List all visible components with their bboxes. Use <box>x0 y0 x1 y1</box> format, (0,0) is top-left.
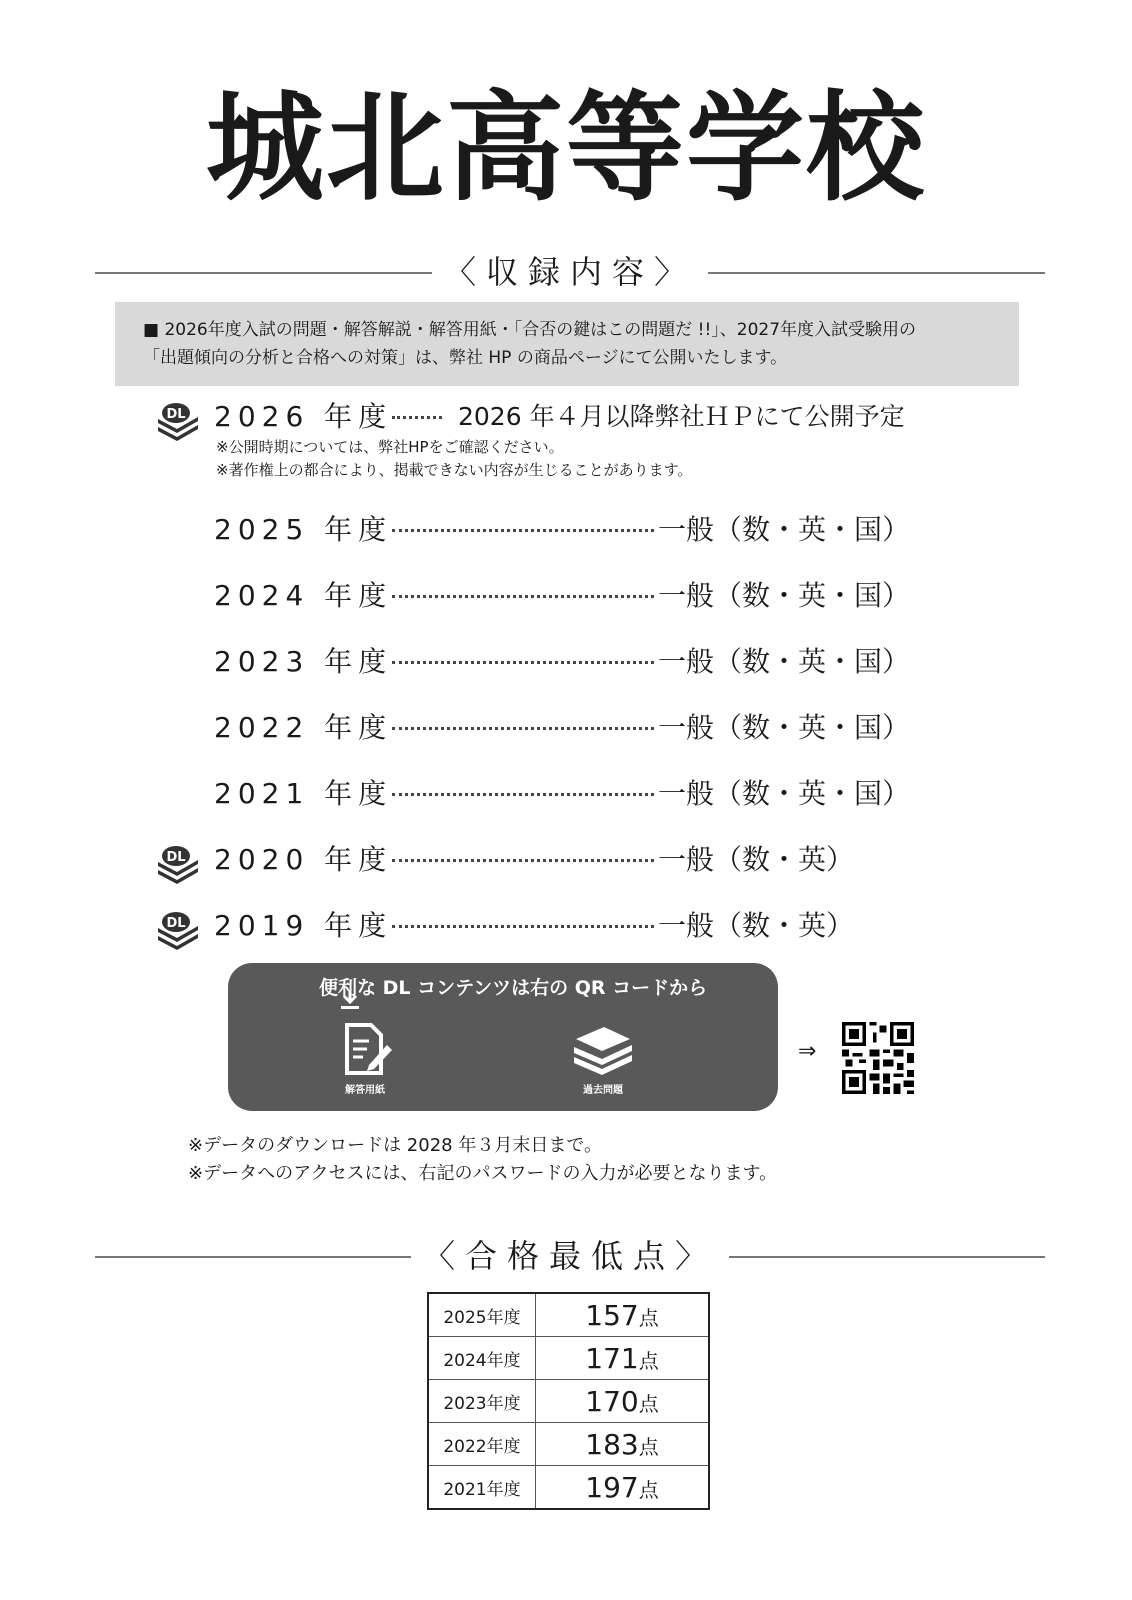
dot-leader <box>392 529 654 532</box>
download-book-icon <box>152 840 202 884</box>
year-label: 2019 年度 <box>214 909 393 942</box>
subjects-label: 一般（数・英・国） <box>658 645 911 678</box>
contents-row-2024 <box>152 576 952 616</box>
year-label: 2023 年度 <box>214 645 393 678</box>
past-exams-caption: 過去問題 <box>583 1085 623 1096</box>
contents-row-2023 <box>152 642 952 682</box>
note-copyright: ※著作権上の都合により、掲載できない内容が生じることがあります。 <box>216 461 693 479</box>
dot-leader <box>392 727 654 730</box>
score-cell <box>536 1293 710 1337</box>
download-book-icon <box>152 397 202 441</box>
dot-leader <box>392 859 654 862</box>
dot-leader <box>392 793 654 796</box>
qr-code-icon[interactable] <box>842 1022 914 1094</box>
score-value: 157 <box>585 1298 639 1332</box>
notice-line-2: 「出題傾向の分析と合格への対策」は、弊社 HP の商品ページにて公開いたします。 <box>143 348 788 368</box>
subjects-label: 一般（数・英・国） <box>658 513 911 546</box>
year-label: 2024 年度 <box>214 579 393 612</box>
subjects-label: 一般（数・英） <box>658 909 855 942</box>
answer-sheet-caption: 解答用紙 <box>345 1085 385 1096</box>
year-label: 2025 年度 <box>214 513 393 546</box>
score-value: 183 <box>585 1427 639 1461</box>
download-book-icon <box>152 906 202 950</box>
score-unit: 点 <box>638 1391 659 1416</box>
min-score-table <box>427 1292 710 1510</box>
score-unit: 点 <box>638 1434 659 1459</box>
arrow-to-qr: ⇒ <box>798 1039 817 1064</box>
dot-leader <box>392 925 654 928</box>
answer-sheet-icon <box>335 1019 395 1079</box>
score-cell <box>536 1466 710 1510</box>
dl-icon-label: DL <box>166 850 186 865</box>
school-title: 城北高等学校 <box>205 79 926 217</box>
scores-section-label: 〈合格最低点〉 <box>411 1234 729 1278</box>
table-row <box>428 1380 709 1423</box>
dot-leader <box>392 416 442 419</box>
score-unit: 点 <box>638 1477 659 1502</box>
score-year: 2021年度 <box>428 1466 536 1510</box>
contents-section-label: 〈収録内容〉 <box>432 250 708 294</box>
table-row <box>428 1423 709 1466</box>
dot-leader <box>392 661 654 664</box>
contents-row-2021 <box>152 774 952 814</box>
score-unit: 点 <box>638 1305 659 1330</box>
score-year: 2023年度 <box>428 1380 536 1423</box>
year-label: 2021 年度 <box>214 777 393 810</box>
publication-schedule: 2026 年４月以降弊社ＨＰにて公開予定 <box>458 402 905 431</box>
contents-row-2022 <box>152 708 952 748</box>
score-year: 2024年度 <box>428 1337 536 1380</box>
notice-line-1: ■ 2026年度入試の問題・解答解説・解答用紙・「合否の鍵はこの問題だ !!」、2027年度入試受験用の <box>143 320 917 340</box>
score-cell <box>536 1423 710 1466</box>
dl-icon-label: DL <box>166 916 186 931</box>
password-note: ※データへのアクセスには、右記のパスワードの入力が必要となります。 <box>188 1163 778 1184</box>
contents-row-2019 <box>152 906 952 946</box>
year-label: 2022 年度 <box>214 711 393 744</box>
score-cell <box>536 1337 710 1380</box>
dl-box-header-text: 便利な DL コンテンツは右の QR コードから <box>319 977 708 999</box>
contents-section-header <box>95 250 1045 294</box>
subjects-label: 一般（数・英・国） <box>658 711 911 744</box>
dl-icon-label: DL <box>166 407 186 422</box>
note-publication-timing: ※公開時期については、弊社HPをご確認ください。 <box>216 438 564 456</box>
contents-row-2025 <box>152 510 952 550</box>
download-deadline-note: ※データのダウンロードは 2028 年３月末日まで。 <box>188 1135 602 1156</box>
score-year: 2025年度 <box>428 1293 536 1337</box>
score-value: 171 <box>585 1341 639 1375</box>
table-row <box>428 1466 709 1510</box>
score-value: 170 <box>585 1384 639 1418</box>
score-value: 197 <box>585 1470 639 1504</box>
past-exams-download[interactable] <box>558 1019 648 1099</box>
score-year: 2022年度 <box>428 1423 536 1466</box>
answer-sheet-download[interactable] <box>320 1019 410 1099</box>
books-icon <box>568 1019 638 1079</box>
notice-box <box>115 302 1019 386</box>
contents-row-2026 <box>152 397 952 437</box>
dot-leader <box>392 595 654 598</box>
table-row <box>428 1293 709 1337</box>
year-label: 2020 年度 <box>214 843 393 876</box>
score-unit: 点 <box>638 1348 659 1373</box>
scores-section-header <box>95 1234 1045 1278</box>
dl-content-box <box>228 963 778 1111</box>
subjects-label: 一般（数・英・国） <box>658 777 911 810</box>
table-row <box>428 1337 709 1380</box>
subjects-label: 一般（数・英） <box>658 843 855 876</box>
year-label: 2026 年度 <box>214 400 393 433</box>
contents-row-2020 <box>152 840 952 880</box>
score-cell <box>536 1380 710 1423</box>
subjects-label: 一般（数・英・国） <box>658 579 911 612</box>
